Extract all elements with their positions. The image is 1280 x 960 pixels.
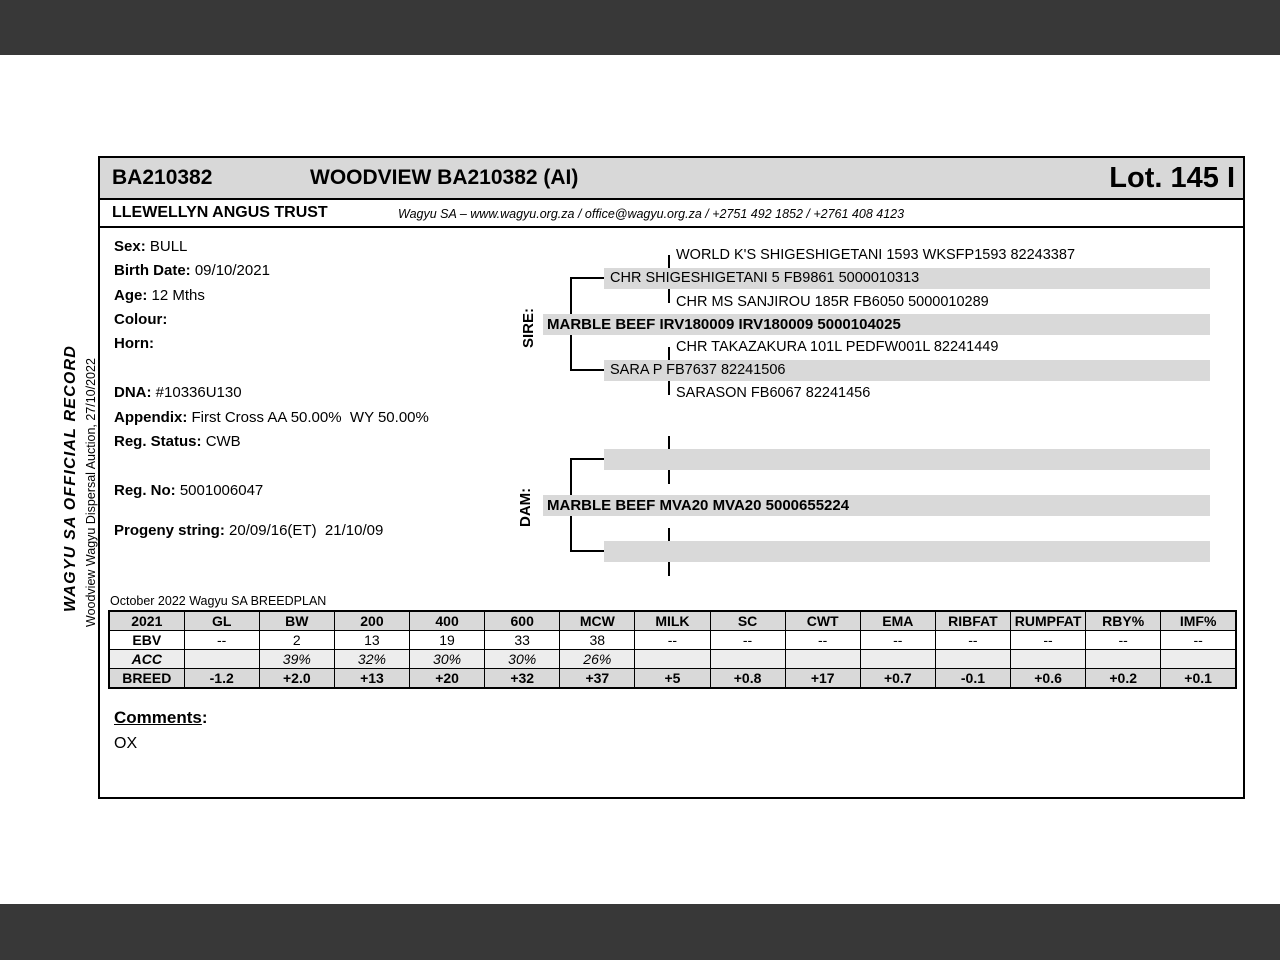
bp-cell: 19 [410, 631, 485, 650]
bp-col-header: 2021 [109, 611, 184, 631]
detail-appendix [114, 409, 429, 426]
bp-cell: +20 [410, 669, 485, 689]
bp-cell [635, 650, 710, 669]
detail-sex [114, 238, 187, 255]
comments-value: OX [114, 735, 138, 752]
bp-cell: +0.7 [860, 669, 935, 689]
bp-col-header: BW [259, 611, 334, 631]
bp-cell: +0.2 [1086, 669, 1161, 689]
detail-age [114, 287, 205, 304]
sire-sire-dam-name: CHR MS SANJIROU 185R FB6050 5000010289 [676, 294, 989, 310]
bp-cell: 30% [410, 650, 485, 669]
bp-cell: 13 [334, 631, 409, 650]
sire-dam-sire-name: CHR TAKAZAKURA 101L PEDFW001L 82241449 [676, 339, 999, 355]
detail-value: First Cross AA 50.00% WY 50.00% [191, 409, 429, 426]
pedigree-connector-line [570, 277, 604, 279]
bp-cell: -- [635, 631, 710, 650]
comments-label: Comments [114, 708, 202, 727]
bp-col-header: MCW [560, 611, 635, 631]
detail-progeny-string [114, 522, 383, 539]
owner-name: LLEWELLYN ANGUS TRUST [112, 204, 328, 221]
breedplan-acc-row [109, 650, 1236, 669]
bp-cell: -- [1086, 631, 1161, 650]
detail-dna [114, 384, 242, 401]
dam-label: DAM: [517, 487, 534, 527]
detail-label: DNA: [114, 384, 152, 401]
bp-cell: +37 [560, 669, 635, 689]
detail-value: 12 Mths [151, 287, 205, 304]
bp-cell [935, 650, 1010, 669]
detail-value: #10336U130 [155, 384, 242, 401]
bottom-letterbox-bar [0, 904, 1280, 960]
bp-col-header: MILK [635, 611, 710, 631]
animal-name-title: WOODVIEW BA210382 (AI) [310, 166, 579, 189]
sire-sire-name: CHR SHIGESHIGETANI 5 FB9861 5000010313 [610, 270, 920, 286]
sire-dam-dam-name: SARASON FB6067 82241456 [676, 385, 871, 401]
bp-cell: -- [1011, 631, 1086, 650]
detail-label: Colour: [114, 311, 168, 328]
bp-cell: +32 [485, 669, 560, 689]
bp-col-header: 600 [485, 611, 560, 631]
detail-label: Reg. No: [114, 482, 176, 499]
bp-cell [1161, 650, 1236, 669]
detail-value: 20/09/16(ET) 21/10/09 [229, 522, 384, 539]
sire-label: SIRE: [520, 307, 537, 348]
bp-col-header: IMF% [1161, 611, 1236, 631]
detail-value: 5001006047 [179, 482, 264, 499]
animal-id: BA210382 [112, 166, 213, 189]
breedplan-header-row [109, 611, 1236, 631]
sire-name: MARBLE BEEF IRV180009 IRV180009 5000104025 [547, 316, 901, 333]
bp-col-header: RUMPFAT [1011, 611, 1086, 631]
bp-col-header: 400 [410, 611, 485, 631]
society-contact-line: Wagyu SA – www.wagyu.org.za / office@wagyu.org.za / +2751 492 1852 / +2761 408 4123 [398, 207, 905, 221]
bp-cell: 38 [560, 631, 635, 650]
bp-cell: -- [184, 631, 259, 650]
bp-col-header: RBY% [1086, 611, 1161, 631]
bp-cell: +13 [334, 669, 409, 689]
bp-cell: +5 [635, 669, 710, 689]
detail-value: BULL [149, 238, 188, 255]
breedplan-ebv-row [109, 631, 1236, 650]
lot-number: Lot. 145 I [1109, 162, 1235, 194]
bp-col-header: GL [184, 611, 259, 631]
bp-col-header: RIBFAT [935, 611, 1010, 631]
bp-cell [785, 650, 860, 669]
bp-cell: +0.6 [1011, 669, 1086, 689]
pedigree-connector-line [570, 550, 604, 552]
detail-colour [114, 311, 172, 328]
detail-label: Reg. Status: [114, 433, 202, 450]
detail-label: Horn: [114, 335, 154, 352]
comments-colon: : [201, 708, 208, 727]
bp-cell [860, 650, 935, 669]
bp-cell [184, 650, 259, 669]
bp-cell: +0.8 [710, 669, 785, 689]
detail-reg-status [114, 433, 241, 450]
bp-cell [1011, 650, 1086, 669]
bp-col-header: 200 [334, 611, 409, 631]
detail-value: CWB [205, 433, 241, 450]
bp-cell: -- [860, 631, 935, 650]
dam-sire-bar [604, 449, 1210, 470]
detail-label: Birth Date: [114, 262, 191, 279]
bp-row-label: EBV [109, 631, 184, 650]
breedplan-table [108, 610, 1237, 689]
bp-cell: +0.1 [1161, 669, 1236, 689]
bp-col-header: CWT [785, 611, 860, 631]
bp-row-label: BREED [109, 669, 184, 689]
bp-row-label: ACC [109, 650, 184, 669]
header-bar [100, 158, 1243, 200]
bp-cell: -- [710, 631, 785, 650]
auction-vertical-text: Woodview Wagyu Dispersal Auction, 27/10/2022 [84, 358, 98, 627]
bp-cell: -- [1161, 631, 1236, 650]
bp-cell: 30% [485, 650, 560, 669]
dam-dam-bar [604, 541, 1210, 562]
bp-col-header: SC [710, 611, 785, 631]
sire-dam-name: SARA P FB7637 82241506 [610, 362, 786, 378]
detail-label: Sex: [114, 238, 146, 255]
bp-cell: +17 [785, 669, 860, 689]
bp-cell: 33 [485, 631, 560, 650]
bp-cell: -1.2 [184, 669, 259, 689]
bp-cell: -- [785, 631, 860, 650]
detail-horn [114, 335, 158, 352]
bp-cell [710, 650, 785, 669]
detail-reg-no [114, 482, 263, 499]
bp-cell: 26% [560, 650, 635, 669]
breedplan-breed-row [109, 669, 1236, 689]
pedigree-connector-line [570, 458, 604, 460]
detail-birth-date [114, 262, 270, 279]
bp-cell [1086, 650, 1161, 669]
pedigree-connector-line [570, 369, 604, 371]
bp-col-header: EMA [860, 611, 935, 631]
bp-cell: 32% [334, 650, 409, 669]
bp-cell: 39% [259, 650, 334, 669]
detail-label: Appendix: [114, 409, 188, 426]
detail-label: Age: [114, 287, 148, 304]
bp-cell: -0.1 [935, 669, 1010, 689]
breedplan-caption: October 2022 Wagyu SA BREEDPLAN [110, 594, 327, 608]
bp-cell: +2.0 [259, 669, 334, 689]
dam-name: MARBLE BEEF MVA20 MVA20 5000655224 [547, 497, 850, 514]
owner-bar [100, 200, 1243, 228]
official-record-vertical-text: WAGYU SA OFFICIAL RECORD [62, 344, 79, 612]
detail-value: 09/10/2021 [194, 262, 270, 279]
comments-section [114, 708, 208, 753]
record-card [98, 156, 1245, 799]
bp-cell: 2 [259, 631, 334, 650]
detail-label: Progeny string: [114, 522, 225, 539]
sire-sire-sire-name: WORLD K'S SHIGESHIGETANI 1593 WKSFP1593 82243387 [676, 247, 1076, 263]
bp-cell: -- [935, 631, 1010, 650]
top-letterbox-bar [0, 0, 1280, 55]
